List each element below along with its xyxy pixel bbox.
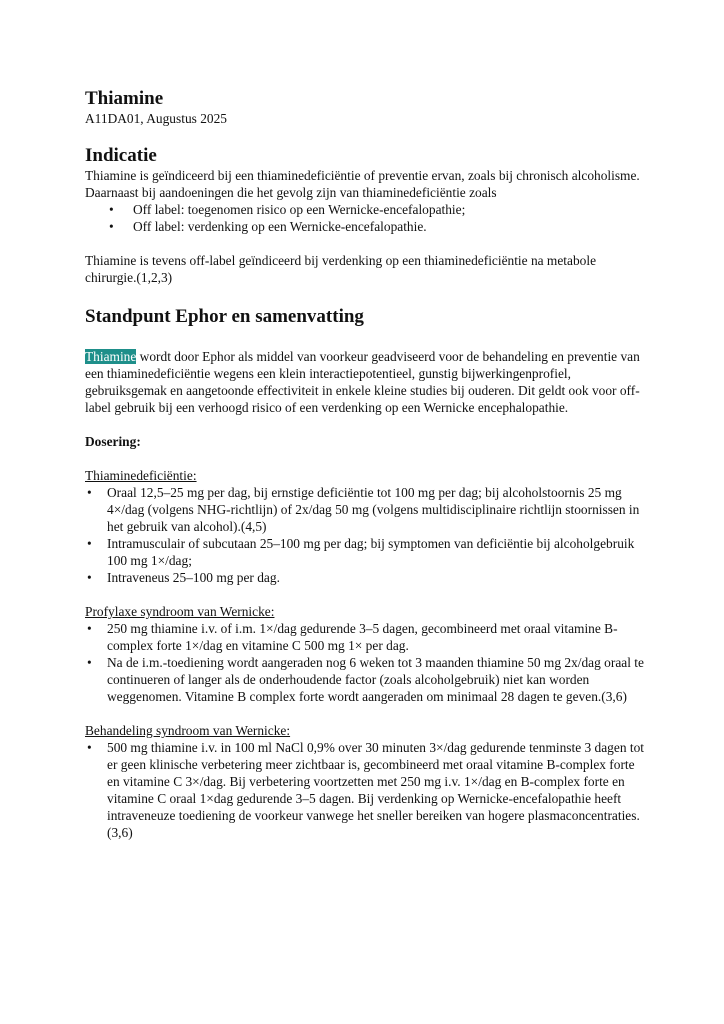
list-item: • Oraal 12,5–25 mg per dag, bij ernstige deficiëntie tot 100 mg per dag; bij alcoholstoornis 25 mg 4×/dag (volgens NHG-richtlijn) of 2x/dag 50 mg (volgens multidisciplinaire richtlijn stoornissen in het gebruik van alcohol).(4,5) (107, 484, 645, 535)
list-item: • Intraveneus 25–100 mg per dag. (107, 569, 645, 586)
section-title-profylaxe: Profylaxe syndroom van Wernicke: (85, 604, 275, 619)
section-title-deficientie: Thiaminedeficiëntie: (85, 468, 197, 483)
standpunt-paragraph (85, 348, 645, 416)
behandeling-list (85, 739, 645, 841)
list-item: • Intramusculair of subcutaan 25–100 mg per dag; bij symptomen van deficiëntie bij alcoholgebruik 100 mg 1×/dag; (107, 535, 645, 569)
document-page (85, 88, 645, 841)
document-title: Thiamine (85, 88, 164, 109)
standpunt-text: wordt door Ephor als middel van voorkeur geadviseerd voor de behandeling en preventie van een thiaminedeficiëntie wegens een klein interactiepotentieel, gunstig bijwerkingenprofiel, gebruiksgemak en aangetoonde effectiviteit in enkele kleine studies bij ouderen. Dit geldt ook voor off-label gebruik bij een verhoogd risico of een verdenking op een Wernicke encephalopathie. (85, 349, 640, 415)
deficientie-list (85, 484, 645, 586)
indicatie-intro: Thiamine is geïndiceerd bij een thiaminedeficiëntie of preventie ervan, zoals bij chronisch alcoholisme. Daarnaast bij aandoeningen die het gevolg zijn van thiaminedeficiëntie zoals (85, 168, 640, 200)
document-subtitle: A11DA01, Augustus 2025 (85, 111, 227, 126)
indicatie-extra: Thiamine is tevens off-label geïndiceerd bij verdenking op een thiaminedeficiëntie na metabole chirurgie.(1,2,3) (85, 253, 597, 285)
list-item: • Off label: toegenomen risico op een Wernicke-encefalopathie; (133, 201, 645, 218)
profylaxe-list (85, 620, 645, 705)
list-item: • Off label: verdenking op een Wernicke-encefalopathie. (133, 218, 645, 235)
highlighted-term[interactable]: Thiamine (85, 349, 137, 364)
list-item: • 250 mg thiamine i.v. of i.m. 1×/dag gedurende 3–5 dagen, gecombineerd met oraal vitamine B-complex forte 1×/dag en vitamine C 500 mg 1× per dag. (107, 620, 645, 654)
standpunt-heading: Standpunt Ephor en samenvatting (85, 306, 364, 327)
list-item: • 500 mg thiamine i.v. in 100 ml NaCl 0,9% over 30 minuten 3×/dag gedurende tenminste 3 dagen tot er geen klinische verbetering meer zichtbaar is, gecombineerd met oraal vitamine B-complex forte en vitamine C 3×/dag. Bij verbetering voortzetten met 250 mg i.v. 1×/dag en B-complex forte en vitamine C oraal 1×dag gedurende 3–5 dagen. Bij verdenking op Wernicke-encefalopathie heeft intraveneuze toediening de voorkeur vanwege het sneller bereiken van hogere plasmaconcentraties.(3,6) (107, 739, 645, 841)
dosering-heading: Dosering: (85, 434, 141, 449)
indicatie-list (85, 201, 645, 235)
indicatie-heading: Indicatie (85, 145, 157, 166)
section-title-behandeling: Behandeling syndroom van Wernicke: (85, 723, 291, 738)
list-item: • Na de i.m.-toediening wordt aangeraden nog 6 weken tot 3 maanden thiamine 50 mg 2x/dag oraal te continueren of langer als de onderhoudende factor (zoals alcoholgebruik) niet kan worden weggenomen. Vitamine B complex forte wordt aangeraden om minimaal 28 dagen te geven.(3,6) (107, 654, 645, 705)
